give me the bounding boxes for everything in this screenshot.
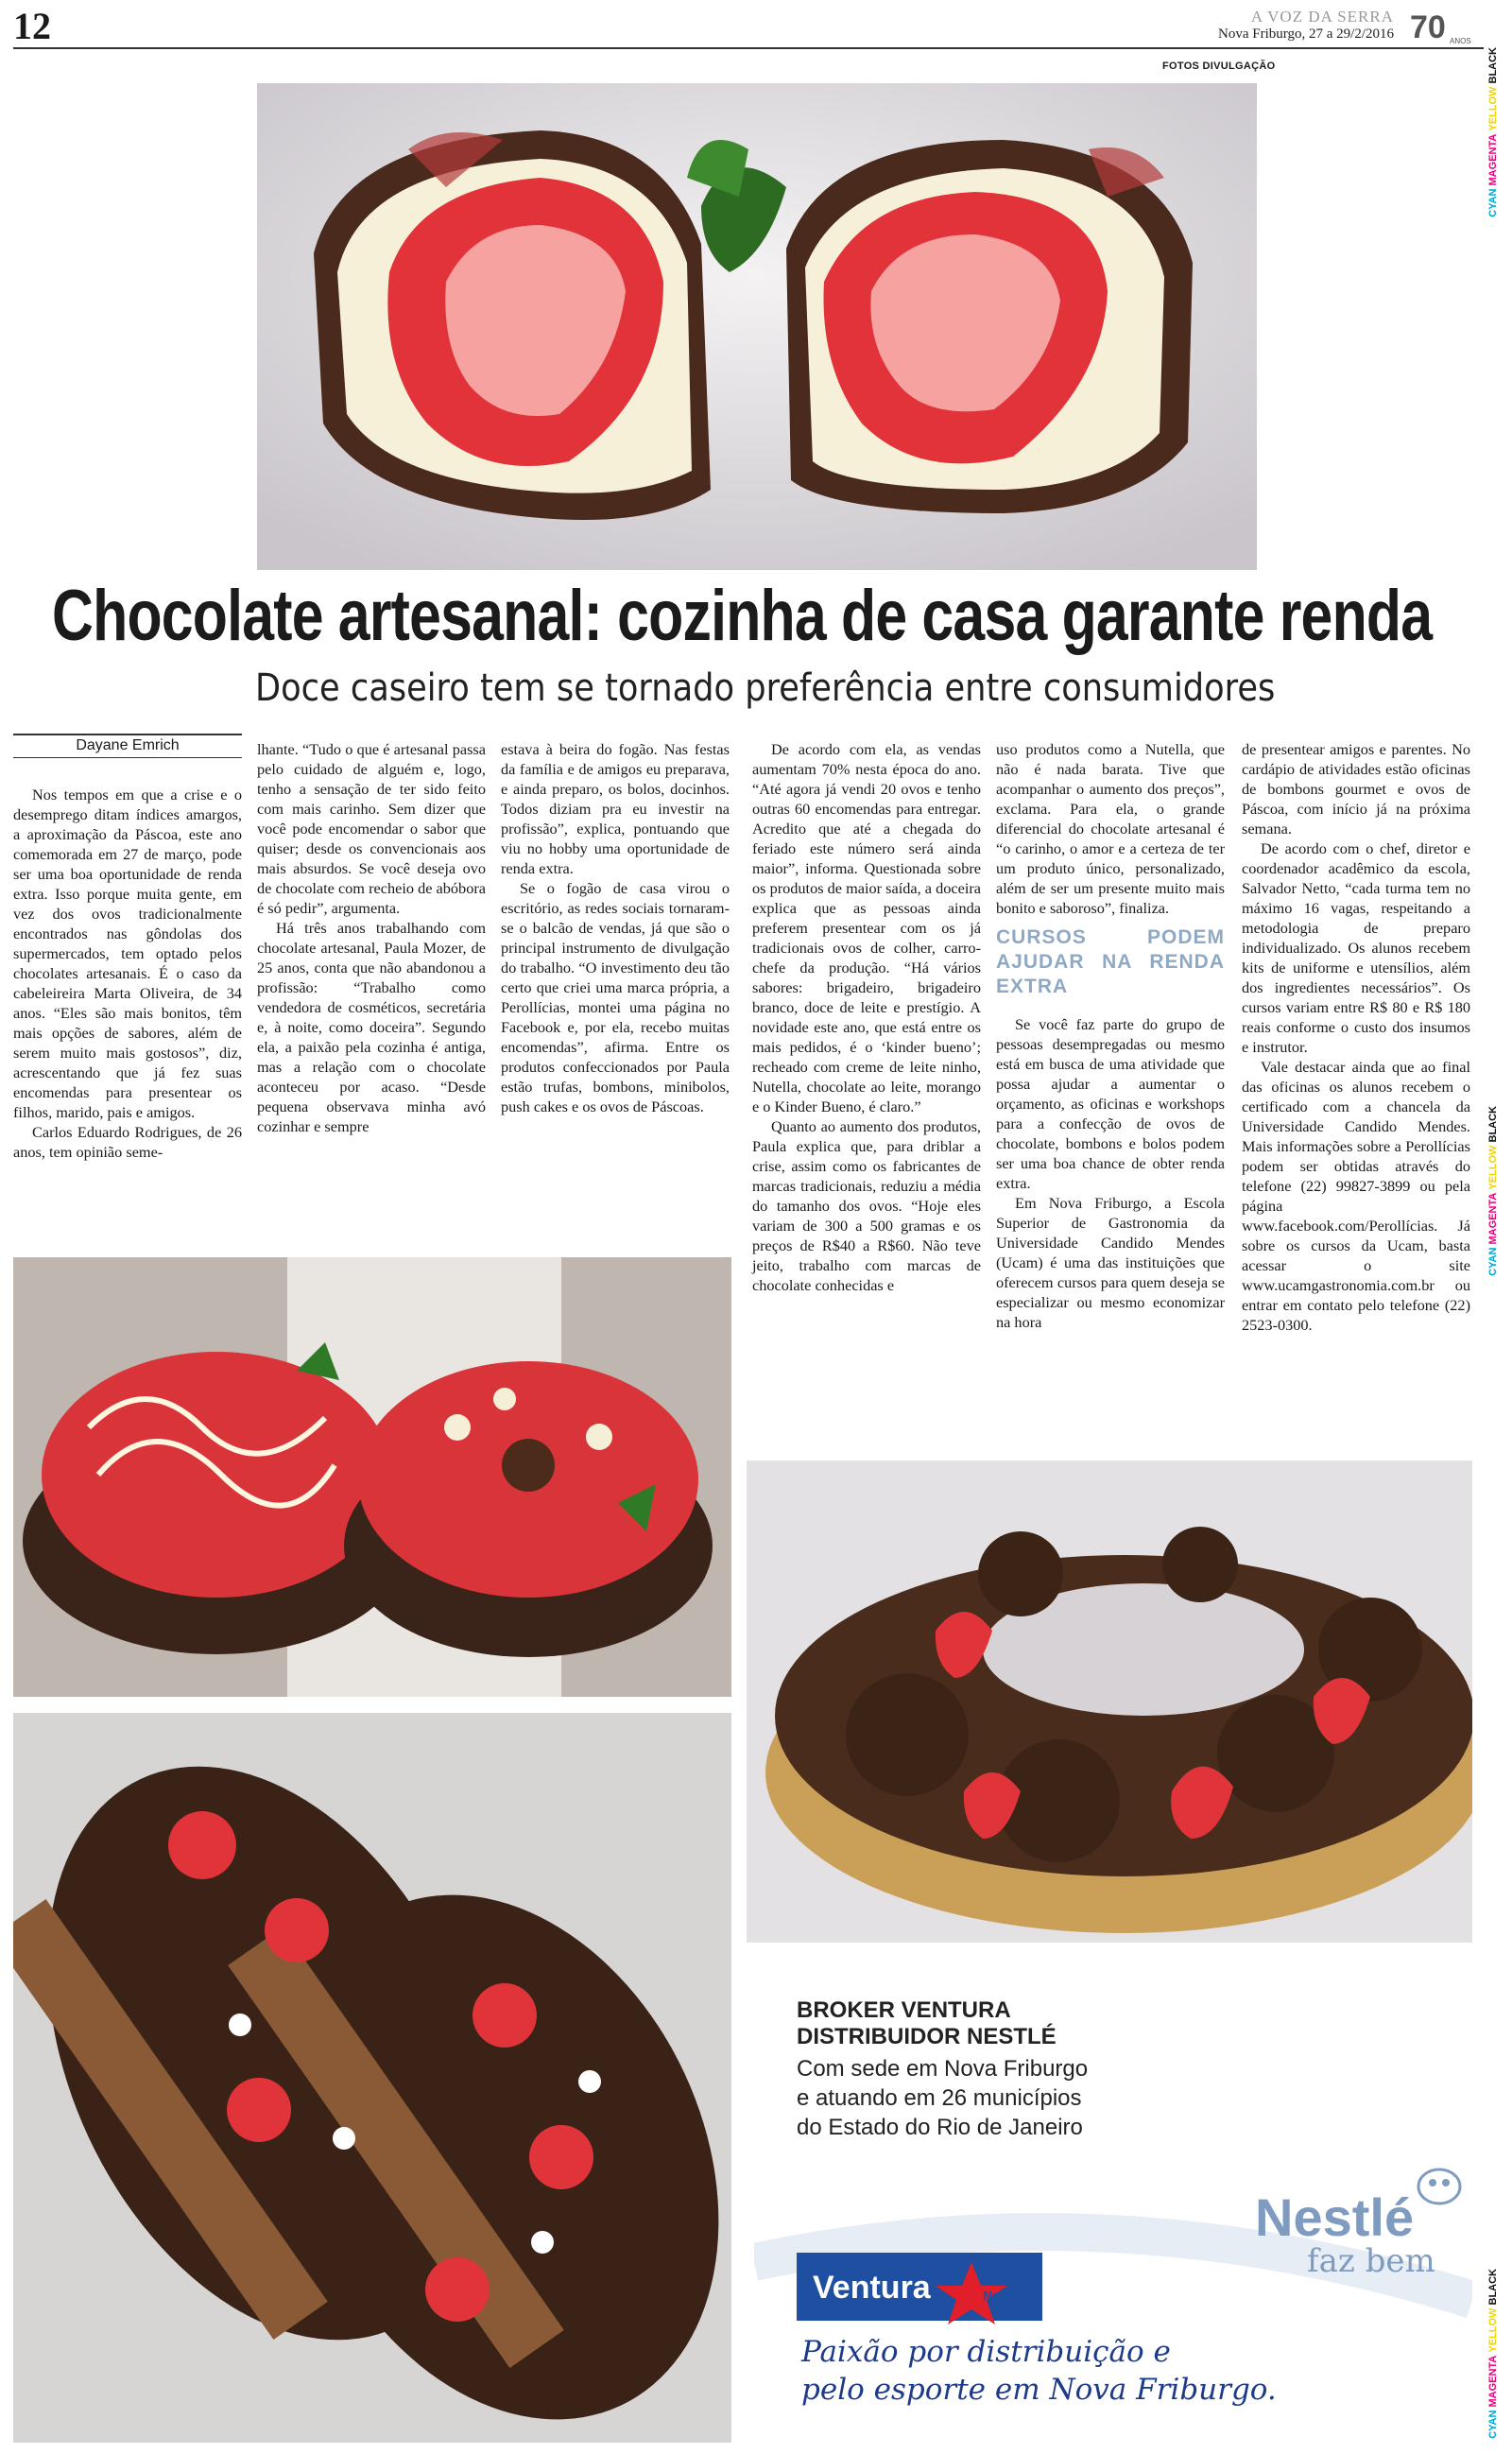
article-column-2 (257, 739, 486, 1136)
logo-sub: ANOS (1450, 37, 1471, 45)
paragraph: Nos tempos em que a crise e o desemprego ditam índices amargos, a aproximação da Páscoa, este ano comemorada em 27 de março, pode ser uma boa oportunidade de renda extra. Isso porque muita gente, em vez dos ovos tradicionalmente encontrados nas gôndolas dos supermercados, tem optado pelos chocolates artesanais. É o caso da cabeleireira Marta Oliveira, de 34 anos. “Eles são mais bonitos, têm mais opções de sabores, além de serem muito mais gostosos”, diz, acrescentando que já fez suas encomendas para presentear os filhos, marido, pais e amigos. (13, 786, 242, 1121)
ad-slogan (801, 2333, 1277, 2409)
logo-number: 70 (1410, 9, 1446, 45)
page-number: 12 (13, 5, 51, 47)
article-column-4 (752, 739, 981, 1295)
photo-credit: FOTOS DIVULGAÇÃO (1162, 60, 1276, 72)
ad-title-line: DISTRIBUIDOR NESTLÉ (797, 2024, 1057, 2049)
paragraph: estava à beira do fogão. Nas festas da família e de amigos eu preparava, e ainda preparo, os bolos, docinhos. Todos diziam pra eu investir na profissão”, explica, pontuando que viu no hobby uma oportunidade de renda extra. (501, 740, 730, 877)
byline-rule (13, 734, 242, 735)
ventura-logo-text: Ventura (813, 2270, 931, 2306)
print-color-bar-top: CYAN MAGENTA YELLOW BLACK (1487, 47, 1499, 217)
paragraph: de presentear amigos e parentes. No cardápio de atividades estão oficinas de bombons gourmet e ovos de Páscoa, com início já na próxima semana. (1242, 740, 1470, 838)
nestle-small-logo: Nestlé (983, 2288, 1023, 2303)
print-color-bar-bottom: CYAN MAGENTA YELLOW BLACK (1487, 2269, 1499, 2439)
article-column-5 (996, 739, 1225, 1332)
photo-strawberry-truffle (257, 83, 1257, 570)
paragraph: Se você faz parte do grupo de pessoas desempregadas ou mesmo está em busca de uma atividade que possa ajudar a aumentar o orçamento, as oficinas e workshops para a confecção de ovos de chocolate, bombons e bolos podem ser uma boa chance de obter renda extra. (996, 1015, 1225, 1192)
subheadline: Doce caseiro tem se tornado preferência entre consumidores (255, 666, 1276, 710)
publication-name: A VOZ DA SERRA (1250, 8, 1394, 26)
publication-date: Nova Friburgo, 27 a 29/2/2016 (1218, 26, 1394, 42)
paragraph: Há três anos trabalhando com chocolate artesanal, Paula Mozer, de 25 anos, conta que não abandonou a profissão: “Trabalho como vendedora de cosméticos, secretária e, à noite, como doceira”. Segundo ela, a paixão pela cozinha é antiga, mas a relação com o chocolate aconteceu por acaso. “Desde pequena observava minha avó cozinhar e sempre (257, 919, 486, 1135)
ad-banner (754, 2149, 1472, 2338)
nestle-logo: Nestlé (1255, 2187, 1415, 2247)
ad-title-line: BROKER VENTURA (797, 1997, 1011, 2023)
article-column-3 (501, 739, 730, 1116)
nestle-tagline: faz bem (1307, 2242, 1435, 2280)
article-column-1 (13, 785, 242, 1162)
photo-strawberry-eggs (13, 1257, 731, 1697)
section-heading: CURSOS PODEM AJUDAR NA RENDA EXTRA (996, 926, 1225, 997)
distribution-label: Distribuição (981, 2255, 1026, 2264)
byline: Dayane Emrich (13, 737, 242, 758)
paragraph: Vale destacar ainda que ao final das oficinas os alunos recebem o certificado com a chancela da Universidade Candido Mendes. Mais informações sobre a Perollícias podem ser obtidas através do telefone (22) 99827-3899 ou pela página www.facebook.com/Perollícias. Já sobre os cursos da Ucam, basta acessar o site www.ucamgastronomia.com.br ou entrar em contato pelo telefone (22) 2523-0300. (1242, 1058, 1470, 1334)
paragraph: Em Nova Friburgo, a Escola Superior de Gastronomia da Universidade Candido Mendes (Ucam) é uma das instituições que oferecem cursos para quem deseja se especializar ou mesmo economizar na hora (996, 1194, 1225, 1331)
photo-brigadeiro-cake (747, 1460, 1472, 1943)
paragraph: uso produtos como a Nutella, que não é nada barata. Tive que acompanhar o aumento dos preços”, exclama. Para ela, o grande diferencial do chocolate artesanal é “o carinho, o amor e a certeza de ter um produto único, personalizado, além de ser um presente muito mais bonito e saboroso”, finaliza. (996, 740, 1225, 917)
paragraph: Quanto ao aumento dos produtos, Paula explica que, para driblar a crise, assim como os fabricantes de marcas tradicionais, reduziu a média do tamanho dos ovos. “Hoje eles variam de 300 a 500 gramas e os preços de R$40 a R$60. Não teve jeito, trabalho com marcas de chocolate conhecidas e (752, 1117, 981, 1294)
ad-title (797, 1997, 1057, 2050)
paragraph: Carlos Eduardo Rodrigues, de 26 anos, tem opinião seme- (13, 1123, 242, 1161)
anniversary-logo (1406, 9, 1472, 45)
print-color-bar-middle: CYAN MAGENTA YELLOW BLACK (1487, 1106, 1499, 1276)
photo-kitkat-eggs (13, 1713, 731, 2443)
paragraph: De acordo com ela, as vendas aumentam 70% nesta época do ano. “Até agora já vendi 20 ovos e tenho outras 60 encomendas para entregar. Acredito que até a chegada do feriado este número será ainda maior”, informa. Questionada sobre os produtos de maior saída, a doceira explica que as pessoas ainda preferem presentear com os já tradicionais ovos de colher, carro-chefe da produção. “Há vários sabores: brigadeiro, brigadeiro branco, doce de leite e prestígio. A novidade este ano, que está entre os mais pedidos, é o ‘kinder bueno’; recheado com creme de leite ninho, Nutella, chocolate ao leite, morango e o Kinder Bueno, é claro.” (752, 740, 981, 1115)
paragraph: De acordo com o chef, diretor e coordenador acadêmico da escola, Salvador Netto, “cada turma tem no máximo 16 vagas, respeitando a metodologia de preparo individualizado. Os alunos recebem kits de uniforme e utensílios, além dos ingredientes necessários”. Os cursos variam entre R$ 80 e R$ 180 reais conforme o custo dos insumos e instrutor. (1242, 839, 1470, 1056)
ad-slogan-line: Paixão por distribuição e (801, 2335, 1171, 2369)
header-rule (13, 47, 1484, 49)
article-column-6 (1242, 739, 1470, 1335)
ad-slogan-line: pelo esporte em Nova Friburgo. (801, 2373, 1277, 2407)
ad-description: Com sede em Nova Friburgo e atuando em 26 municípios do Estado do Rio de Janeiro (797, 2056, 1089, 2140)
paragraph: lhante. “Tudo o que é artesanal passa pelo cuidado de alguém e, logo, tenho a sensação de ter sido feito com mais carinho. Sem dizer que você pode encomendar o sabor que quiser; desde os convencionais aos mais absurdos. Se você deseja ovo de chocolate com recheio de abóbora é só pedir”, argumenta. (257, 740, 486, 917)
advertisement-nestle-ventura[interactable] (754, 1969, 1472, 2432)
headline: Chocolate artesanal: cozinha de casa garante renda (52, 576, 1433, 656)
paragraph: Se o fogão de casa virou o escritório, as redes sociais tornaram-se o balcão de vendas, já que são o principal instrumento de divulgação do trabalho. “O investimento deu tão certo que criei uma marca própria, a Perollícias, montei uma página no Facebook e, por ela, recebo muitas encomendas”, afirma. Entre os produtos confeccionados por Paula estão trufas, bombons, minibolos, push cakes e os ovos de Páscoas. (501, 879, 730, 1115)
